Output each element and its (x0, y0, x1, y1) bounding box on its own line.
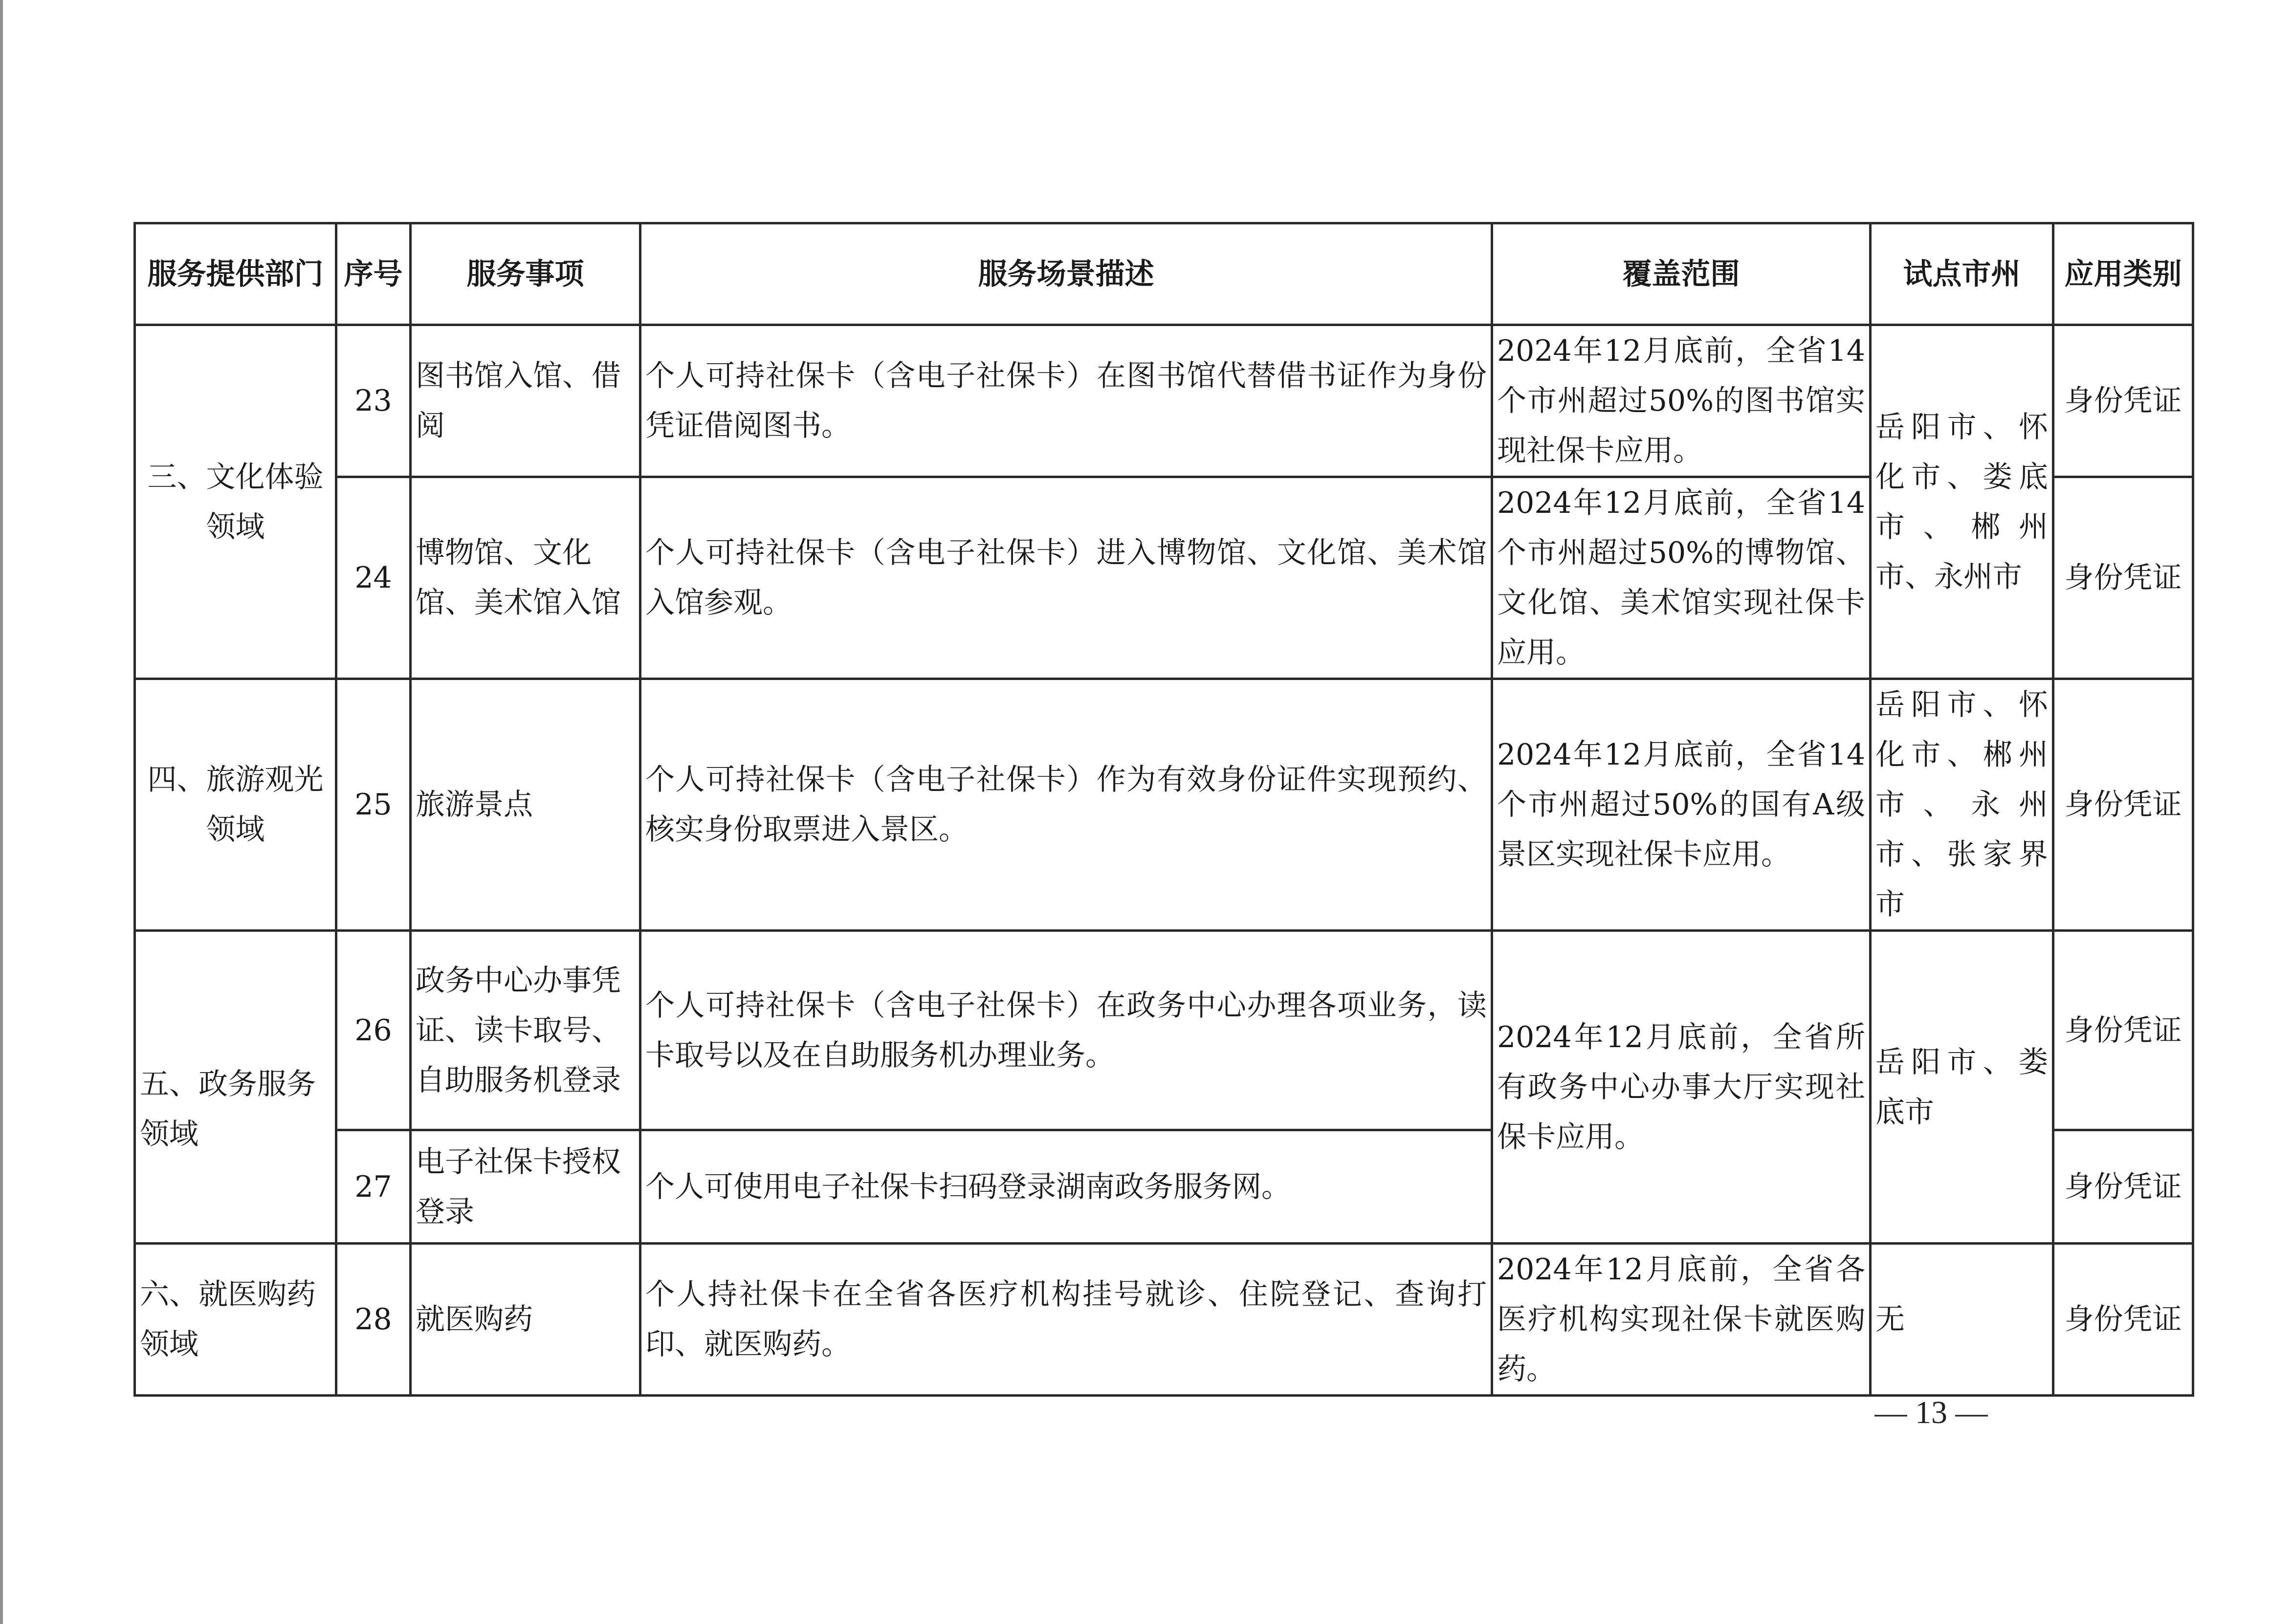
desc-cell: 个人可持社保卡（含电子社保卡）在图书馆代替借书证作为身份凭证借阅图书。 (640, 325, 1492, 477)
city-medical: 无 (1871, 1244, 2053, 1396)
item-cell: 博物馆、文化馆、美术馆入馆 (411, 477, 640, 679)
scope-cell: 2024年12月底前，全省14个市州超过50%的博物馆、文化馆、美术馆实现社保卡应用。 (1492, 477, 1871, 679)
dept-tourism: 四、旅游观光领域 (135, 679, 336, 931)
table-row (135, 325, 2193, 477)
header-dept: 服务提供部门 (135, 223, 336, 325)
desc-cell: 个人可持社保卡（含电子社保卡）在政务中心办理各项业务，读卡取号以及在自助服务机办理业务。 (640, 931, 1492, 1130)
item-cell: 旅游景点 (411, 679, 640, 931)
seq-cell: 23 (336, 325, 411, 477)
table-row (135, 1244, 2193, 1396)
header-item: 服务事项 (411, 223, 640, 325)
city-gov: 岳阳市、娄底市 (1871, 931, 2053, 1244)
seq-cell: 27 (336, 1130, 411, 1244)
type-cell: 身份凭证 (2053, 679, 2193, 931)
dept-medical: 六、就医购药领域 (135, 1244, 336, 1396)
header-type: 应用类别 (2053, 223, 2193, 325)
dept-culture: 三、文化体验领域 (135, 325, 336, 679)
seq-cell: 24 (336, 477, 411, 679)
desc-cell: 个人持社保卡在全省各医疗机构挂号就诊、住院登记、查询打印、就医购药。 (640, 1244, 1492, 1396)
city-tourism: 岳阳市、怀化市、郴州市、永州市、张家界市 (1871, 679, 2053, 931)
city-culture: 岳阳市、怀化市、娄底市、郴州市、永州市 (1871, 325, 2053, 679)
scope-cell: 2024年12月底前，全省各医疗机构实现社保卡就医购药。 (1492, 1244, 1871, 1396)
header-scope: 覆盖范围 (1492, 223, 1871, 325)
header-desc: 服务场景描述 (640, 223, 1492, 325)
page-edge-shadow (0, 0, 3, 1624)
item-cell: 电子社保卡授权登录 (411, 1130, 640, 1244)
table-header-row (135, 223, 2193, 325)
table-row (135, 931, 2193, 1130)
scope-cell: 2024年12月底前，全省14个市州超过50%的图书馆实现社保卡应用。 (1492, 325, 1871, 477)
type-cell: 身份凭证 (2053, 477, 2193, 679)
seq-cell: 28 (336, 1244, 411, 1396)
scope-gov: 2024年12月底前，全省所有政务中心办事大厅实现社保卡应用。 (1492, 931, 1871, 1244)
seq-cell: 25 (336, 679, 411, 931)
service-table (133, 222, 2194, 1397)
type-cell: 身份凭证 (2053, 325, 2193, 477)
type-cell: 身份凭证 (2053, 1244, 2193, 1396)
desc-cell: 个人可持社保卡（含电子社保卡）作为有效身份证件实现预约、核实身份取票进入景区。 (640, 679, 1492, 931)
header-seq: 序号 (336, 223, 411, 325)
desc-cell: 个人可使用电子社保卡扫码登录湖南政务服务网。 (640, 1130, 1492, 1244)
dept-gov: 五、政务服务领域 (135, 931, 336, 1244)
seq-cell: 26 (336, 931, 411, 1130)
desc-cell: 个人可持社保卡（含电子社保卡）进入博物馆、文化馆、美术馆入馆参观。 (640, 477, 1492, 679)
item-cell: 图书馆入馆、借阅 (411, 325, 640, 477)
table-row (135, 679, 2193, 931)
scope-cell: 2024年12月底前，全省14个市州超过50%的国有A级景区实现社保卡应用。 (1492, 679, 1871, 931)
header-city: 试点市州 (1871, 223, 2053, 325)
type-cell: 身份凭证 (2053, 1130, 2193, 1244)
page-number: — 13 — (1874, 1395, 1988, 1430)
item-cell: 政务中心办事凭证、读卡取号、自助服务机登录 (411, 931, 640, 1130)
item-cell: 就医购药 (411, 1244, 640, 1396)
type-cell: 身份凭证 (2053, 931, 2193, 1130)
